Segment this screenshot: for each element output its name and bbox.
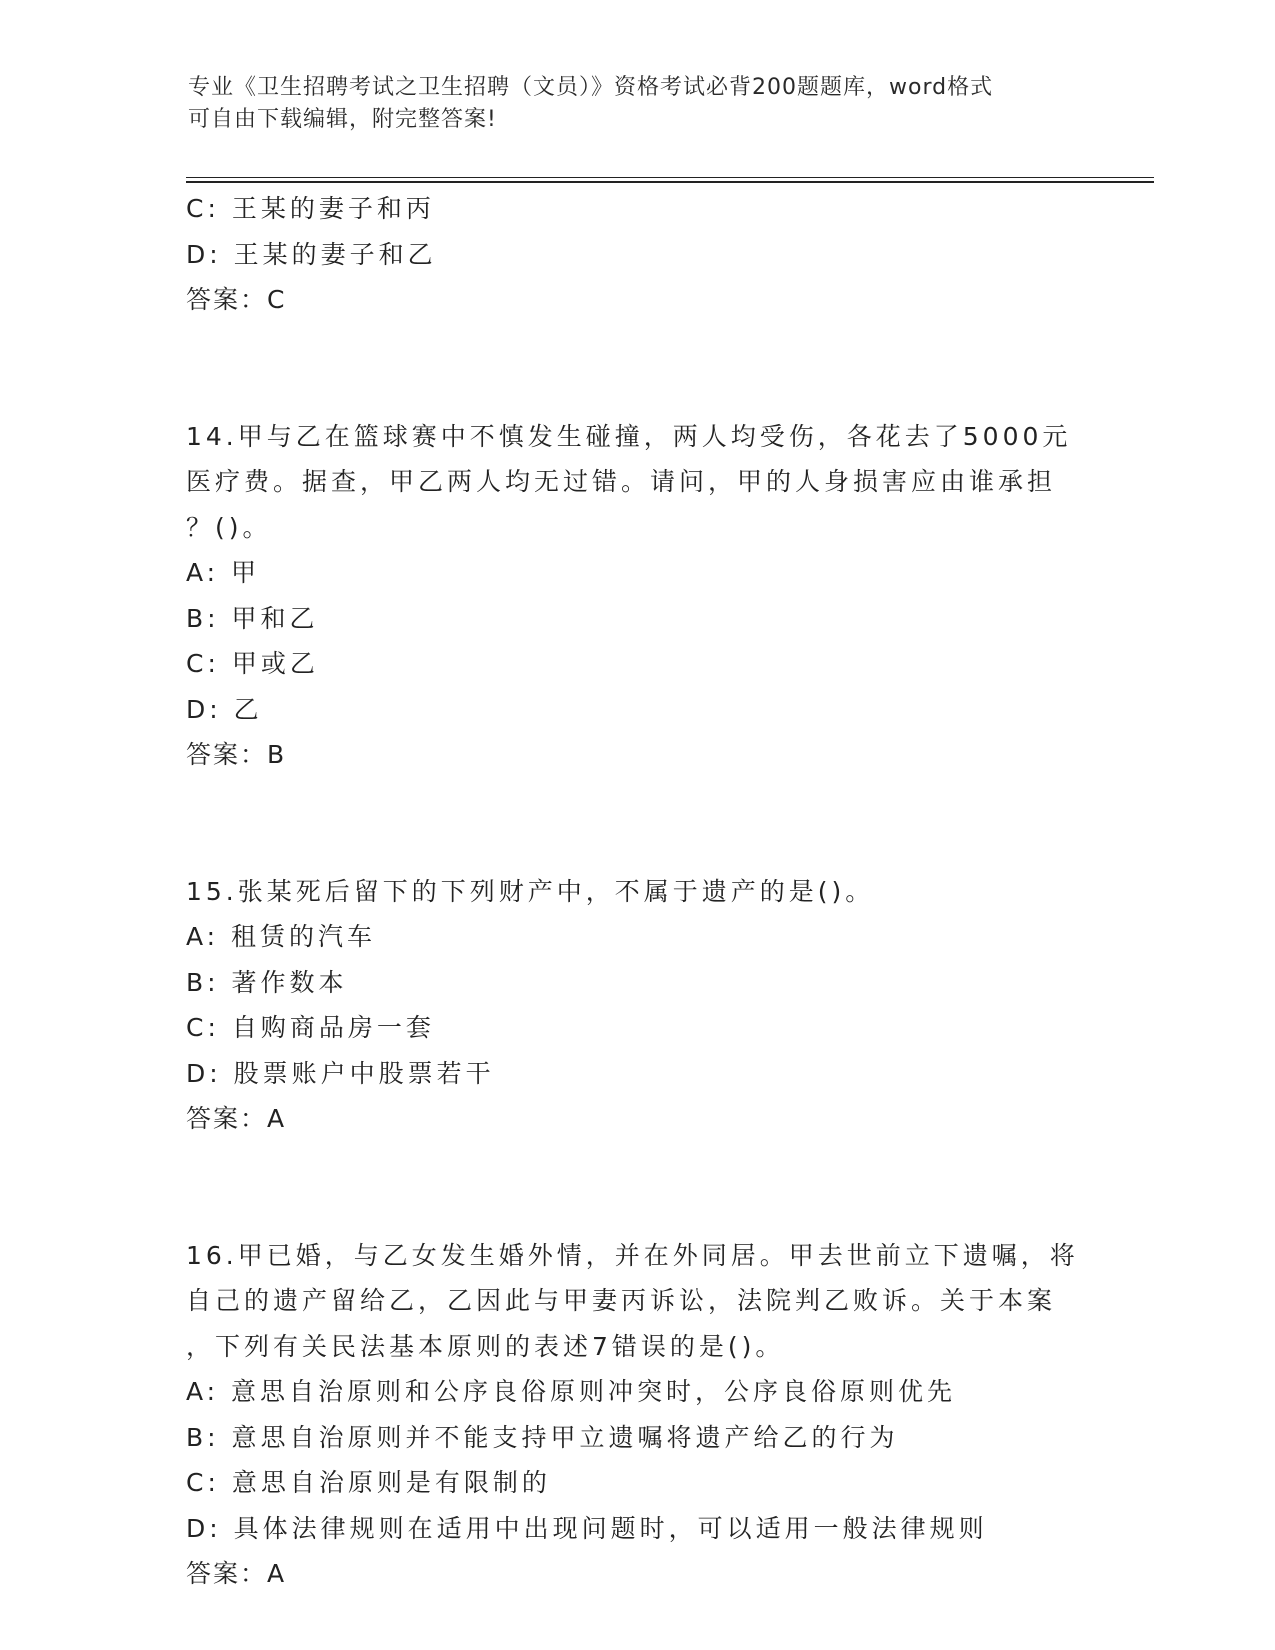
question-15: [186, 869, 1086, 1142]
question-stem-line-3: ？()。: [186, 512, 272, 542]
option-b: B: 甲和乙: [186, 603, 319, 633]
question-stem-line-3: ，下列有关民法基本原则的表述7错误的是()。: [186, 1331, 785, 1361]
option-c: C: 自购商品房一套: [186, 1013, 435, 1042]
question-gap: [186, 323, 1086, 414]
option-c: C: 甲或乙: [186, 649, 319, 678]
answer-line: 答案：C: [186, 285, 287, 314]
header-divider-thick: [186, 181, 1154, 183]
option-b: B: 意思自治原则并不能支持甲立遗嘱将遗产给乙的行为: [186, 1422, 899, 1452]
answer-line: 答案：B: [186, 740, 287, 769]
question-stem-line-2: 自己的遗产留给乙，乙因此与甲妻丙诉讼，法院判乙败诉。关于本案: [186, 1286, 1057, 1315]
question-list: [186, 186, 1086, 1597]
question-stem-line-1: 15.张某死后留下的下列财产中，不属于遗产的是()。: [186, 876, 875, 906]
question-stem-line-1: 14.甲与乙在篮球赛中不慎发生碰撞，两人均受伤，各花去了5000元: [186, 421, 1072, 451]
option-b: B: 著作数本: [186, 967, 348, 997]
option-c: C: 意思自治原则是有限制的: [186, 1468, 551, 1497]
question-gap: [186, 1142, 1086, 1233]
option-c: C: 王某的妻子和丙: [186, 194, 435, 223]
header-title-line-2: 可自由下载编辑，附完整答案!: [188, 107, 497, 132]
question-gap: [186, 778, 1086, 869]
option-d: D: 股票账户中股票若干: [186, 1058, 495, 1088]
option-a: A: 意思自治原则和公序良俗原则冲突时，公序良俗原则优先: [186, 1377, 957, 1406]
header-title-line-1: 专业《卫生招聘考试之卫生招聘（文员）》资格考试必背200题题库，word格式: [188, 75, 994, 100]
document-header: [188, 72, 1068, 136]
answer-line: 答案：A: [186, 1104, 287, 1133]
question-stem-line-1: 16.甲已婚，与乙女发生婚外情，并在外同居。甲去世前立下遗嘱，将: [186, 1240, 1079, 1270]
option-d: D: 王某的妻子和乙: [186, 239, 437, 269]
option-d: D: 乙: [186, 694, 263, 724]
question-13-tail: [186, 186, 1086, 323]
option-a: A: 甲: [186, 558, 261, 587]
question-stem-line-2: 医疗费。据查，甲乙两人均无过错。请问，甲的人身损害应由谁承担: [186, 467, 1057, 496]
question-16: [186, 1233, 1086, 1597]
option-d: D: 具体法律规则在适用中出现问题时，可以适用一般法律规则: [186, 1513, 988, 1543]
header-divider-thin: [186, 177, 1154, 178]
answer-line: 答案：A: [186, 1559, 287, 1588]
option-a: A: 租赁的汽车: [186, 922, 377, 951]
question-14: [186, 414, 1086, 778]
